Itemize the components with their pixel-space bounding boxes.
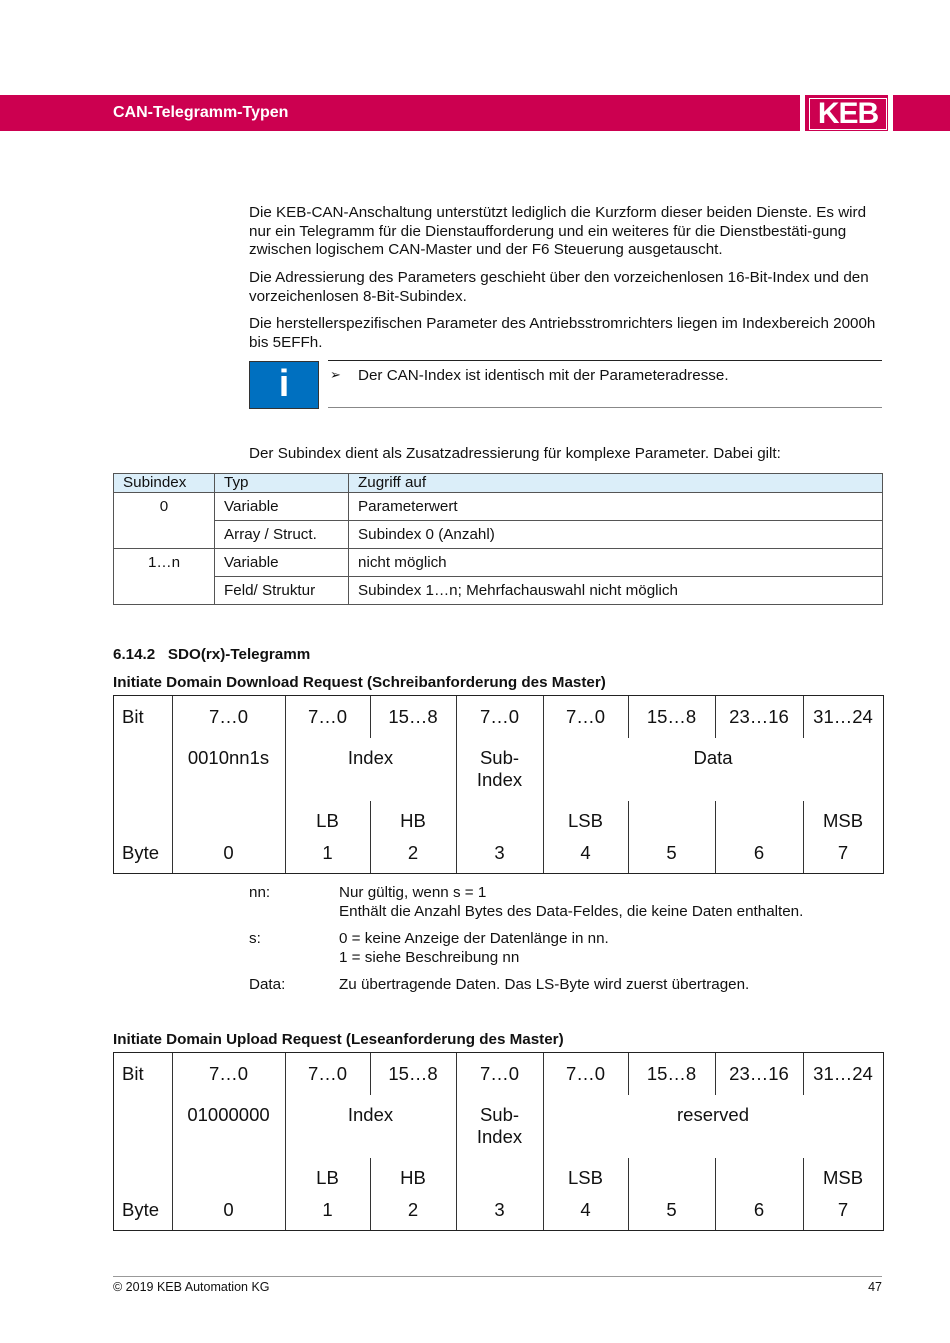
keb-logo: KEB [809,98,887,130]
hb-label: HB [400,1167,426,1188]
note-text [339,930,609,967]
typ-cell: Variable [215,549,349,577]
note-key: Data: [249,976,286,993]
command-byte: 0010nn1s [187,747,270,768]
reserved-label: reserved [677,1104,749,1125]
subindex-line: Index [476,769,523,790]
hb-label: HB [400,810,426,831]
subindex-cell: 0 [114,493,215,549]
info-text: Der CAN-Index ist identisch mit der Parameteradresse. [358,367,729,384]
note-line: Nur gültig, wenn s = 1 [339,884,487,901]
bit-label: Bit [122,706,144,727]
zugriff-cell: Subindex 1…n; Mehrfachauswahl nicht möglich [349,577,883,605]
upload-frame-table [113,1052,884,1231]
upload-title: Initiate Domain Upload Request (Leseanforderung des Master) [113,1031,564,1048]
table-row [114,549,883,577]
subindex-line: Index [476,1126,523,1147]
bit-range: 7…0 [307,1063,348,1084]
bit-range: 7…0 [307,706,348,727]
byte-label: Byte [122,1199,160,1220]
section-heading [113,646,310,663]
note-key: nn: [249,884,271,901]
byte-number: 4 [580,1199,591,1220]
byte-number: 2 [407,1199,419,1220]
table-row [114,521,883,549]
zugriff-cell: Subindex 0 (Anzahl) [349,521,883,549]
bit-label: Bit [122,1063,144,1084]
footer-divider [113,1276,882,1277]
info-icon: i [249,361,319,409]
subindex-line: Sub- [479,1104,520,1125]
paragraph: Die Adressierung des Parameters geschieht über den vorzeichenlosen 16-Bit-Index und den vorzeichenlosen 8-Bit-Subindex. [249,269,869,305]
bit-range: 31…24 [813,706,873,727]
bit-range: 7…0 [565,706,606,727]
page-number: 47 [868,1280,882,1294]
byte-number: 6 [753,1199,765,1220]
byte-label: Byte [122,842,160,863]
bit-range: 7…0 [479,706,520,727]
bit-range: 15…8 [646,1063,697,1084]
divider [328,407,882,408]
header-cell: Typ [215,474,349,493]
note-line: 1 = siehe Beschreibung nn [339,948,520,966]
command-byte: 01000000 [187,1104,270,1125]
byte-number: 6 [753,842,765,863]
lsb-label: LSB [568,1167,603,1188]
byte-number: 4 [580,842,591,863]
msb-label: MSB [822,1167,864,1188]
bit-range: 7…0 [208,1063,249,1084]
bit-range: 7…0 [479,1063,520,1084]
paragraph: Die herstellerspezifischen Parameter des Antriebsstromrichters liegen im Indexbereich 2000h bis 5EFFh. [249,315,876,351]
byte-number: 0 [223,1199,234,1220]
section-title: SDO(rx)-Telegramm [167,646,311,663]
section-number: 6.14.2 [113,646,156,663]
byte-number: 7 [837,842,849,863]
copyright: © 2019 KEB Automation KG [113,1280,270,1294]
download-frame-table [113,695,884,874]
bit-range: 23…16 [729,1063,789,1084]
subindex-table [113,473,883,605]
table-header-row [114,474,883,493]
bit-range: 7…0 [565,1063,606,1084]
logo-separator [800,95,805,131]
lb-label: LB [316,1167,339,1188]
note-key: s: [249,930,261,947]
byte-number: 5 [666,1199,677,1220]
byte-number: 1 [322,1199,333,1220]
table-row [114,577,883,605]
arrow-bullet-icon: ➢ [330,367,341,382]
byte-number: 3 [494,1199,505,1220]
zugriff-cell: Parameterwert [349,493,883,521]
lb-label: LB [316,810,339,831]
byte-number: 0 [223,842,234,863]
byte-number: 2 [407,842,419,863]
typ-cell: Variable [215,493,349,521]
note-line: Enthält die Anzahl Bytes des Data-Feldes, die keine Daten enthalten. [339,902,804,920]
note-text: Zu übertragende Daten. Das LS-Byte wird zuerst übertragen. [339,976,750,993]
typ-cell: Feld/ Struktur [215,577,349,605]
subindex-intro: Der Subindex dient als Zusatzadressierung für komplexe Parameter. Dabei gilt: [249,445,781,462]
byte-number: 7 [837,1199,849,1220]
subindex-line: Sub- [479,747,520,768]
bit-range: 15…8 [646,706,697,727]
download-title: Initiate Domain Download Request (Schreibanforderung des Master) [113,674,606,691]
bit-range: 7…0 [208,706,249,727]
table-row [114,493,883,521]
header-cell: Zugriff auf [349,474,883,493]
lsb-label: LSB [568,810,603,831]
subindex-label [456,1104,543,1148]
bit-range: 31…24 [813,1063,873,1084]
byte-number: 3 [494,842,505,863]
byte-number: 1 [322,842,333,863]
header-title: CAN-Telegramm-Typen [113,104,289,121]
byte-number: 5 [666,842,677,863]
logo-separator [888,95,893,131]
subindex-label [456,747,543,791]
msb-label: MSB [822,810,864,831]
note-text [339,884,803,921]
index-label: Index [347,1104,394,1125]
bit-range: 23…16 [729,706,789,727]
divider [328,360,882,361]
header-cell: Subindex [114,474,215,493]
zugriff-cell: nicht möglich [349,549,883,577]
note-line: 0 = keine Anzeige der Datenlänge in nn. [339,930,609,947]
bit-range: 15…8 [388,706,438,727]
paragraph: Die KEB-CAN-Anschaltung unterstützt lediglich die Kurzform dieser beiden Dienste. Es wird nur ein Telegramm für die Dienstaufforderung und ein weiteres für die Dienstbestäti-gung zwischen logischem CAN-Master und der F6 Steuerung ausgetauscht. [249,204,867,258]
bit-range: 15…8 [388,1063,438,1084]
index-label: Index [347,747,394,768]
subindex-cell: 1…n [114,549,215,605]
typ-cell: Array / Struct. [215,521,349,549]
data-label: Data [693,747,733,768]
